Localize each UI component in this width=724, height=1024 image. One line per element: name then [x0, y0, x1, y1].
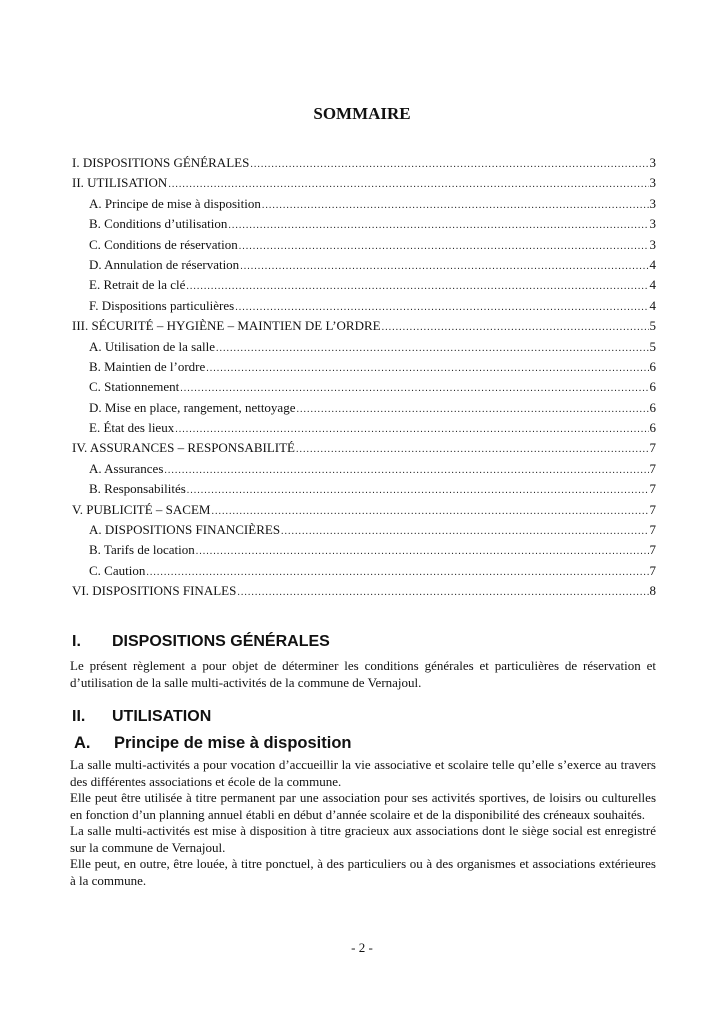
toc-entry-label: II. UTILISATION [72, 175, 168, 191]
toc-entry[interactable] [72, 583, 656, 603]
toc-entry-page: 7 [649, 481, 656, 497]
toc-leader-dots [164, 465, 648, 476]
toc-leader-dots [237, 587, 648, 598]
toc-entry-page: 7 [649, 460, 656, 476]
toc-leader-dots [180, 383, 648, 394]
toc-entry[interactable] [72, 563, 656, 583]
toc-entry[interactable] [72, 257, 656, 277]
toc-leader-dots [216, 343, 648, 354]
table-of-contents [72, 155, 656, 604]
toc-entry-label: C. Conditions de réservation [89, 236, 238, 252]
section-1-paragraph [70, 658, 656, 691]
toc-leader-dots [239, 241, 649, 252]
toc-entry[interactable] [72, 196, 656, 216]
toc-leader-dots [281, 526, 648, 537]
toc-leader-dots [168, 179, 648, 190]
toc-leader-dots [296, 444, 649, 455]
toc-entry-page: 6 [649, 358, 656, 374]
toc-entry[interactable] [72, 237, 656, 257]
section-title: UTILISATION [112, 708, 212, 725]
toc-entry[interactable] [72, 461, 656, 481]
toc-entry-page: 7 [649, 501, 656, 517]
paragraph-text: Le présent règlement a pour objet de déterminer les conditions générales et particulières de réservation et d’utilisation de la salle multi-activités de la commune de Vernajoul. [70, 658, 656, 690]
section-title: DISPOSITIONS GÉNÉRALES [112, 633, 330, 650]
toc-entry-page: 5 [649, 338, 656, 354]
toc-leader-dots [228, 220, 648, 231]
toc-entry-page: 3 [649, 195, 656, 211]
toc-leader-dots [175, 424, 648, 435]
toc-entry-page: 8 [649, 583, 656, 599]
toc-entry[interactable] [72, 481, 656, 501]
page-number: - 2 - [351, 940, 373, 955]
toc-leader-dots [211, 506, 648, 517]
toc-entry-page: 5 [649, 318, 656, 334]
toc-entry-label: III. SÉCURITÉ – HYGIÈNE – MAINTIEN DE L’ORDRE [72, 318, 381, 334]
toc-entry-page: 7 [649, 522, 656, 538]
toc-entry-label: IV. ASSURANCES – RESPONSABILITÉ [72, 440, 295, 456]
toc-entry-page: 6 [649, 379, 656, 395]
toc-entry[interactable] [72, 339, 656, 359]
toc-entry[interactable] [72, 216, 656, 236]
subsection-a-body [70, 757, 656, 889]
toc-entry-page: 3 [649, 175, 656, 191]
toc-entry[interactable] [72, 155, 656, 175]
toc-entry-page: 7 [649, 562, 656, 578]
toc-leader-dots [187, 485, 649, 496]
subsection-heading-a [74, 734, 351, 753]
section-number: II. [72, 708, 86, 725]
toc-entry-label: D. Annulation de réservation [89, 256, 240, 272]
paragraph-text: La salle multi-activités a pour vocation d’accueillir la vie associative et scolaire telle qu’elle s’exerce au travers des différentes associations et école de la commune. [70, 757, 656, 789]
toc-entry-label: E. Retrait de la clé [89, 277, 186, 293]
toc-leader-dots [196, 546, 649, 557]
toc-entry-label: A. Principe de mise à disposition [89, 195, 261, 211]
toc-entry-page: 3 [649, 155, 656, 170]
toc-entry[interactable] [72, 175, 656, 195]
toc-entry-label: V. PUBLICITÉ – SACEM [72, 501, 211, 517]
toc-entry-label: A. Utilisation de la salle [89, 338, 216, 354]
toc-entry[interactable] [72, 379, 656, 399]
toc-entry[interactable] [72, 400, 656, 420]
toc-leader-dots [235, 302, 648, 313]
toc-entry-label: E. État des lieux [89, 420, 175, 436]
toc-entry-label: F. Dispositions particulières [89, 297, 235, 313]
toc-entry[interactable] [72, 522, 656, 542]
toc-entry-label: C. Caution [89, 562, 146, 578]
toc-entry-label: A. DISPOSITIONS FINANCIÈRES [89, 522, 281, 538]
paragraph-text: La salle multi-activités est mise à disposition à titre gracieux aux associations dont le siège social est enregistré sur la commune de Vernajoul. [70, 823, 656, 855]
toc-entry-label: A. Assurances [89, 460, 164, 476]
toc-entry-label: B. Responsabilités [89, 481, 186, 497]
subsection-title: Principe de mise à disposition [114, 734, 352, 752]
toc-entry[interactable] [72, 318, 656, 338]
toc-entry-page: 3 [649, 236, 656, 252]
toc-entry-page: 4 [649, 297, 656, 313]
toc-entry-label: B. Maintien de l’ordre [89, 358, 206, 374]
toc-entry-page: 7 [649, 542, 656, 558]
paragraph-text: Elle peut, en outre, être louée, à titre ponctuel, à des particuliers ou à des organismes et associations extérieures à la commune. [70, 856, 656, 888]
toc-entry-label: VI. DISPOSITIONS FINALES [72, 583, 237, 599]
toc-entry-label: D. Mise en place, rangement, nettoyage [89, 399, 296, 415]
toc-entry[interactable] [72, 298, 656, 318]
section-heading-1 [72, 633, 330, 651]
toc-entry-page: 6 [649, 420, 656, 436]
toc-leader-dots [206, 363, 648, 374]
toc-entry-page: 4 [649, 256, 656, 272]
toc-entry-page: 4 [649, 277, 656, 293]
toc-leader-dots [382, 322, 649, 333]
toc-entry[interactable] [72, 420, 656, 440]
toc-leader-dots [240, 261, 648, 272]
toc-entry-label: I. DISPOSITIONS GÉNÉRALES [72, 155, 250, 170]
toc-entry-label: C. Stationnement [89, 379, 180, 395]
toc-entry[interactable] [72, 440, 656, 460]
toc-leader-dots [262, 200, 649, 211]
toc-entry-label: B. Conditions d’utilisation [89, 216, 228, 232]
toc-entry[interactable] [72, 359, 656, 379]
section-heading-2 [72, 708, 211, 726]
toc-leader-dots [146, 567, 648, 578]
toc-entry[interactable] [72, 542, 656, 562]
toc-entry-page: 3 [649, 216, 656, 232]
toc-entry-page: 7 [649, 440, 656, 456]
section-number: I. [72, 633, 81, 650]
subsection-number: A. [74, 734, 91, 752]
paragraph-text: Elle peut être utilisée à titre permanent par une association pour ses activités sportives, de loisirs ou culturelles en fonction d’un planning annuel établi en début d’année scolaire et de la disponibilité des créneaux souhaités. [70, 790, 656, 822]
toc-entry[interactable] [72, 277, 656, 297]
toc-leader-dots [250, 159, 648, 170]
toc-entry[interactable] [72, 502, 656, 522]
toc-entry-page: 6 [649, 399, 656, 415]
toc-title: SOMMAIRE [313, 104, 411, 123]
toc-leader-dots [186, 281, 648, 292]
toc-leader-dots [296, 404, 648, 415]
toc-entry-label: B. Tarifs de location [89, 542, 195, 558]
